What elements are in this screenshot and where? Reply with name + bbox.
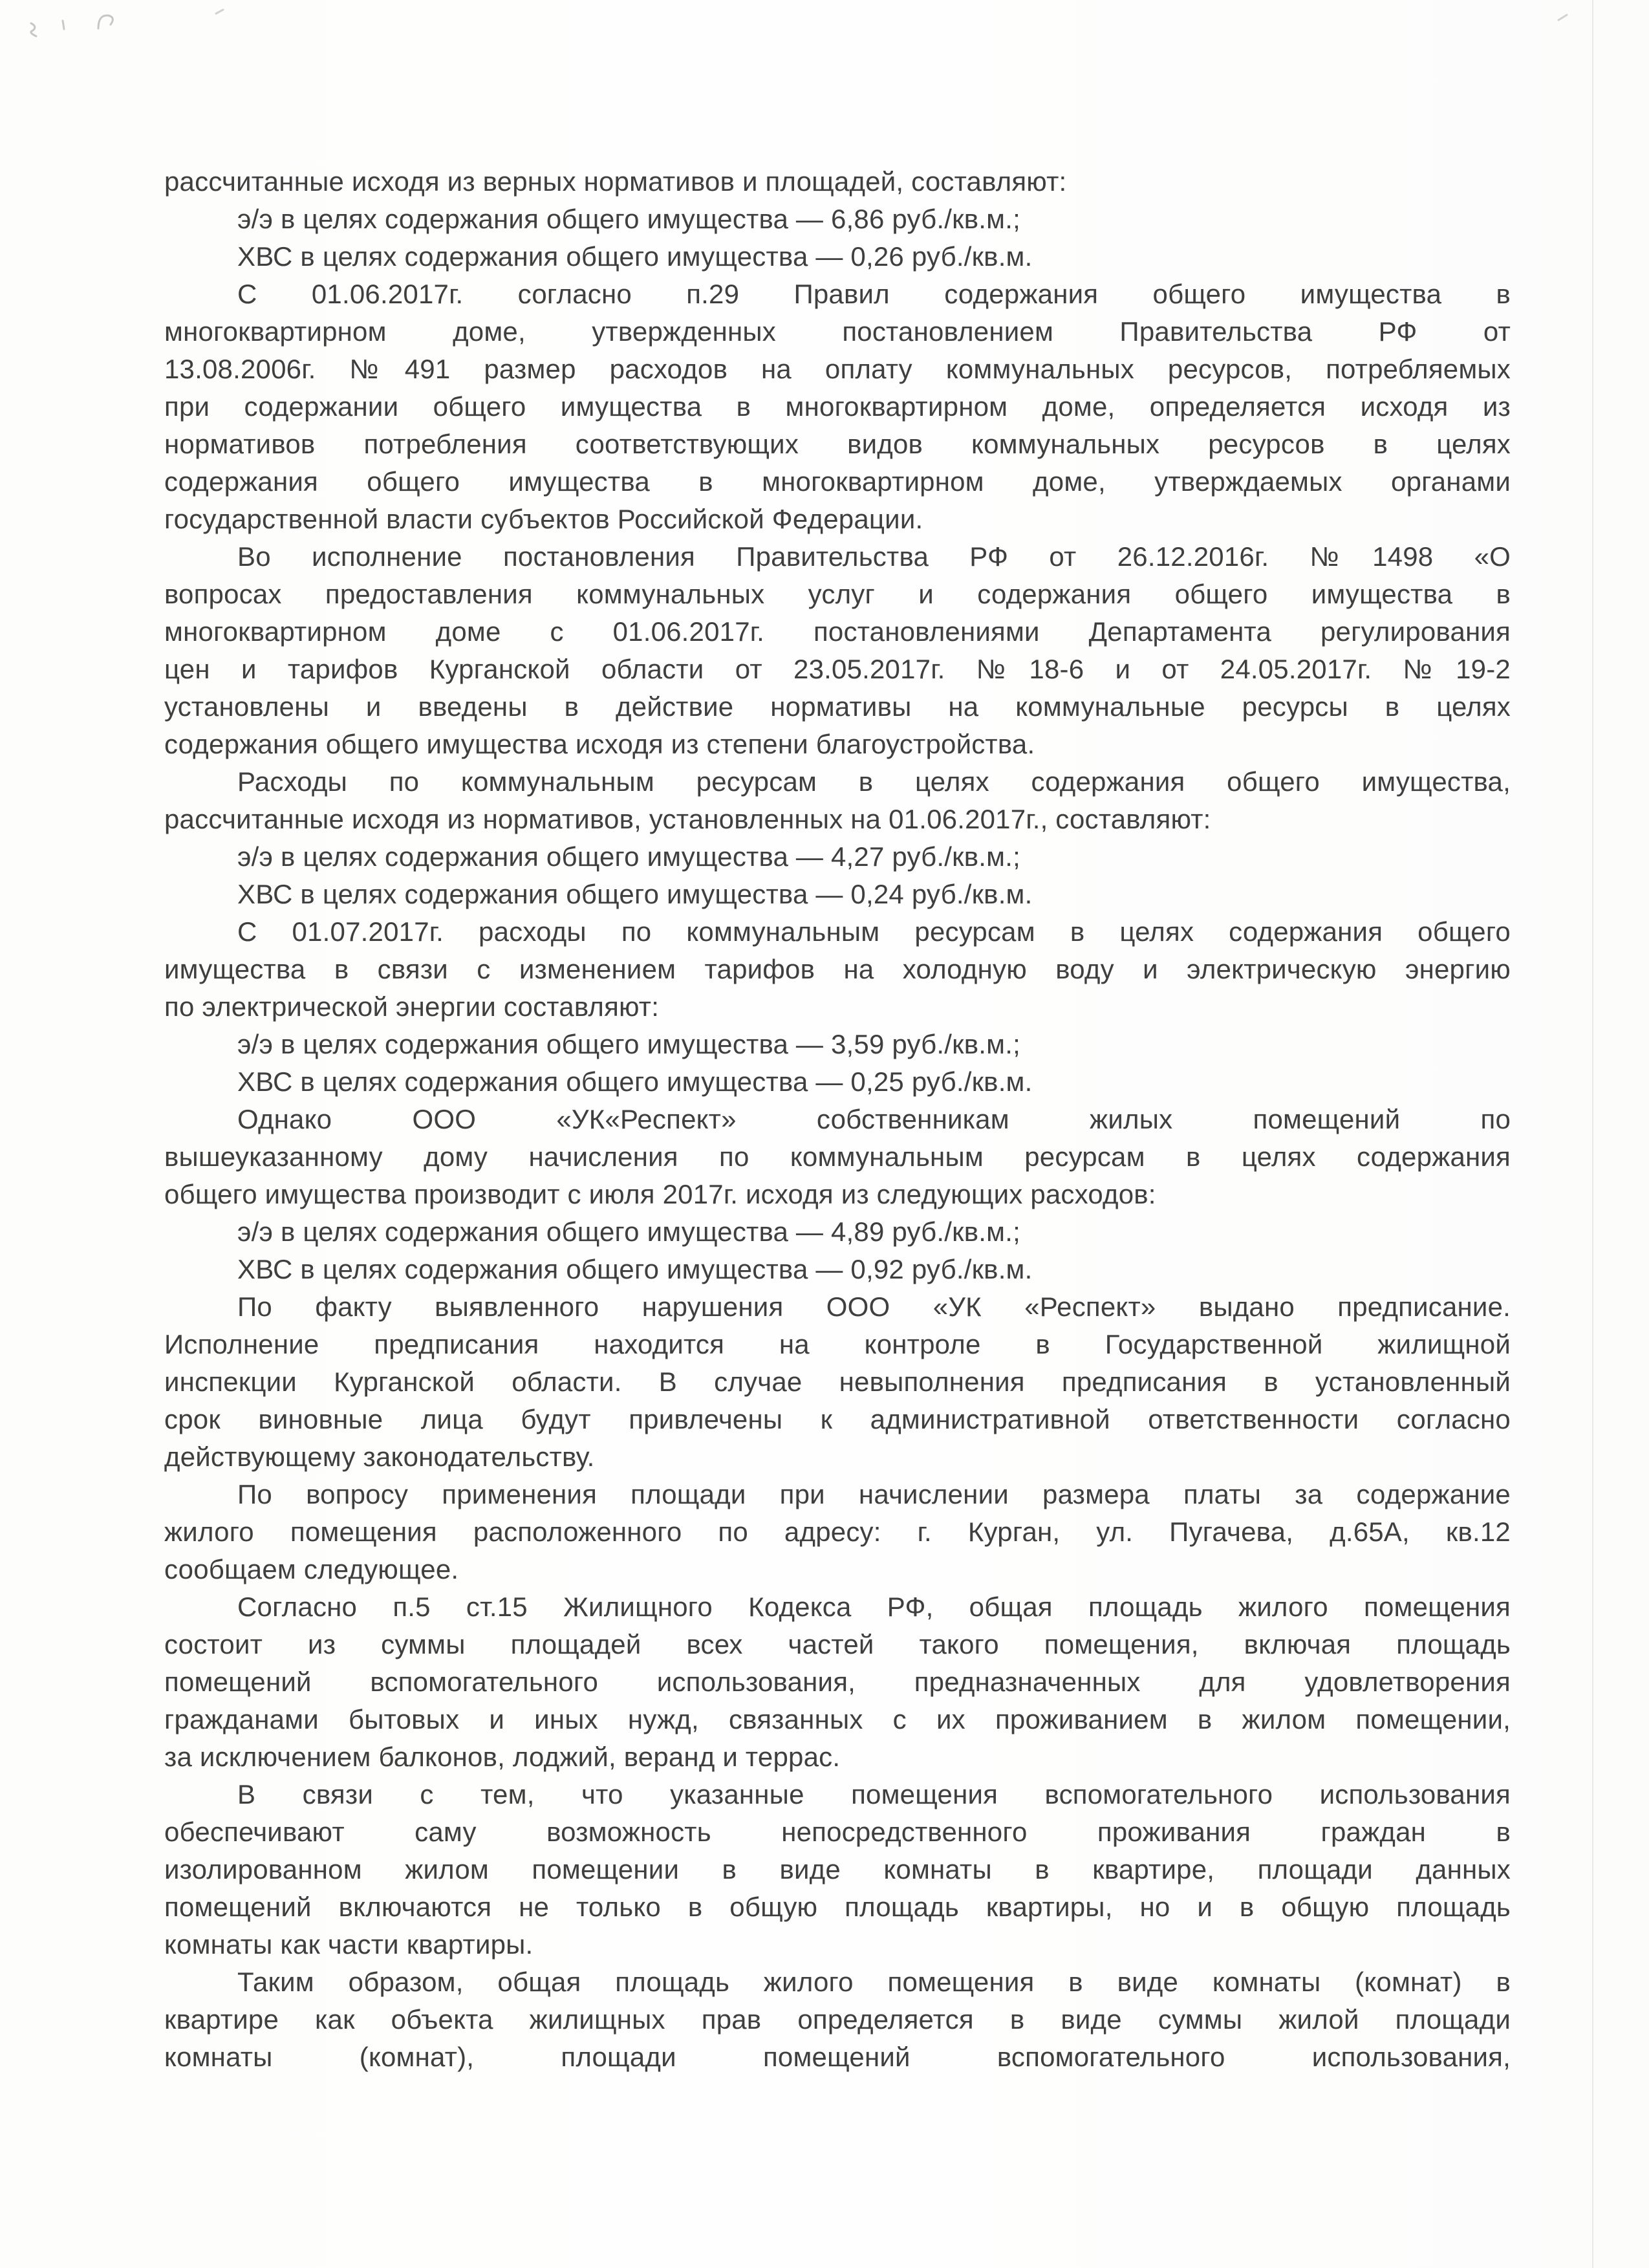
text-line: имущества в связи с изменением тарифов на холодную воду и электрическую энергию bbox=[164, 954, 1511, 984]
text-line: цен и тарифов Курганской области от 23.05.2017г. №18-6 и от 24.05.2017г. №19-2 bbox=[164, 654, 1511, 684]
text-line: Исполнение предписания находится на контроле в Государственной жилищной bbox=[164, 1329, 1511, 1359]
text-line: э/э в целях содержания общего имущества — 4,27 руб./кв.м.; bbox=[237, 841, 1020, 872]
text-line: комнаты (комнат), площади помещений вспомогательного использования, bbox=[164, 2042, 1511, 2072]
text-line: общего имущества производит с июля 2017г. исходя из следующих расходов: bbox=[164, 1179, 1156, 1209]
document-text-block bbox=[164, 163, 1511, 2076]
text-line: многоквартирном доме, утвержденных постановлением Правительства РФ от bbox=[164, 316, 1511, 347]
text-line: квартире как объекта жилищных прав определяется в виде суммы жилой площади bbox=[164, 2004, 1511, 2035]
text-line: рассчитанные исходя из верных нормативов и площадей, составляют: bbox=[164, 166, 1067, 197]
text-line: С 01.07.2017г. расходы по коммунальным ресурсам в целях содержания общего bbox=[237, 916, 1511, 947]
text-line: По вопросу применения площади при начислении размера платы за содержание bbox=[237, 1479, 1511, 1509]
text-line: По факту выявленного нарушения ООО «УК «Респект» выдано предписание. bbox=[237, 1291, 1511, 1322]
text-line: ХВС в целях содержания общего имущества — 0,24 руб./кв.м. bbox=[237, 879, 1033, 909]
text-line: помещений включаются не только в общую площадь квартиры, но и в общую площадь bbox=[164, 1892, 1511, 1922]
text-line: содержания общего имущества в многоквартирном доме, утверждаемых органами bbox=[164, 466, 1511, 497]
text-line: инспекции Курганской области. В случае невыполнения предписания в установленный bbox=[164, 1366, 1511, 1397]
text-line: нормативов потребления соответствующих видов коммунальных ресурсов в целях bbox=[164, 429, 1511, 459]
text-line: состоит из суммы площадей всех частей такого помещения, включая площадь bbox=[164, 1629, 1511, 1659]
text-line: ХВС в целях содержания общего имущества — 0,26 руб./кв.м. bbox=[237, 241, 1033, 272]
text-line: Таким образом, общая площадь жилого помещения в виде комнаты (комнат) в bbox=[237, 1967, 1511, 1997]
text-line: вышеуказанному дому начисления по коммунальным ресурсам в целях содержания bbox=[164, 1141, 1511, 1172]
text-line: за исключением балконов, лоджий, веранд и террас. bbox=[164, 1742, 841, 1772]
text-line: Во исполнение постановления Правительства РФ от 26.12.2016г. №1498 «О bbox=[237, 541, 1511, 572]
text-line: срок виновные лица будут привлечены к административной ответственности согласно bbox=[164, 1404, 1511, 1434]
text-line: помещений вспомогательного использования, предназначенных для удовлетворения bbox=[164, 1667, 1511, 1697]
text-line: гражданами бытовых и иных нужд, связанных с их проживанием в жилом помещении, bbox=[164, 1704, 1511, 1734]
text-line: э/э в целях содержания общего имущества — 3,59 руб./кв.м.; bbox=[237, 1029, 1020, 1059]
text-line: государственной власти субъектов Российской Федерации. bbox=[164, 504, 923, 534]
text-line: Однако ООО «УК«Респект» собственникам жилых помещений по bbox=[237, 1104, 1511, 1134]
pencil-marks-icon bbox=[0, 0, 1649, 78]
text-line: действующему законодательству. bbox=[164, 1442, 595, 1472]
text-line: изолированном жилом помещении в виде комнаты в квартире, площади данных bbox=[164, 1854, 1511, 1885]
text-line: Согласно п.5 ст.15 Жилищного Кодекса РФ, общая площадь жилого помещения bbox=[237, 1592, 1511, 1622]
text-line: по электрической энергии составляют: bbox=[164, 991, 660, 1022]
text-line: ХВС в целях содержания общего имущества — 0,25 руб./кв.м. bbox=[237, 1066, 1033, 1097]
text-line: обеспечивают саму возможность непосредственного проживания граждан в bbox=[164, 1817, 1511, 1847]
text-line: э/э в целях содержания общего имущества — 6,86 руб./кв.м.; bbox=[237, 204, 1020, 234]
text-line: 13.08.2006г. №491 размер расходов на оплату коммунальных ресурсов, потребляемых bbox=[164, 354, 1511, 384]
text-line: установлены и введены в действие нормативы на коммунальные ресурсы в целях bbox=[164, 691, 1511, 722]
text-line: сообщаем следующее. bbox=[164, 1554, 459, 1584]
text-line: вопросах предоставления коммунальных услуг и содержания общего имущества в bbox=[164, 579, 1511, 609]
text-line: содержания общего имущества исходя из степени благоустройства. bbox=[164, 729, 1035, 759]
text-line: В связи с тем, что указанные помещения вспомогательного использования bbox=[237, 1779, 1511, 1809]
text-line: рассчитанные исходя из нормативов, установленных на 01.06.2017г., составляют: bbox=[164, 804, 1211, 834]
text-line: э/э в целях содержания общего имущества — 4,89 руб./кв.м.; bbox=[237, 1216, 1020, 1247]
text-line: комнаты как части квартиры. bbox=[164, 1929, 534, 1960]
text-line: при содержании общего имущества в многоквартирном доме, определяется исходя из bbox=[164, 391, 1511, 422]
text-line: Расходы по коммунальным ресурсам в целях содержания общего имущества, bbox=[237, 766, 1511, 797]
scan-streak-artifact bbox=[1592, 0, 1593, 2268]
text-line: жилого помещения расположенного по адресу: г. Курган, ул. Пугачева, д.65А, кв.12 bbox=[164, 1517, 1511, 1547]
text-line: многоквартирном доме с 01.06.2017г. постановлениями Департамента регулирования bbox=[164, 616, 1511, 647]
text-line: ХВС в целях содержания общего имущества — 0,92 руб./кв.м. bbox=[237, 1254, 1033, 1284]
text-line: С 01.06.2017г. согласно п.29 Правил содержания общего имущества в bbox=[237, 279, 1511, 309]
